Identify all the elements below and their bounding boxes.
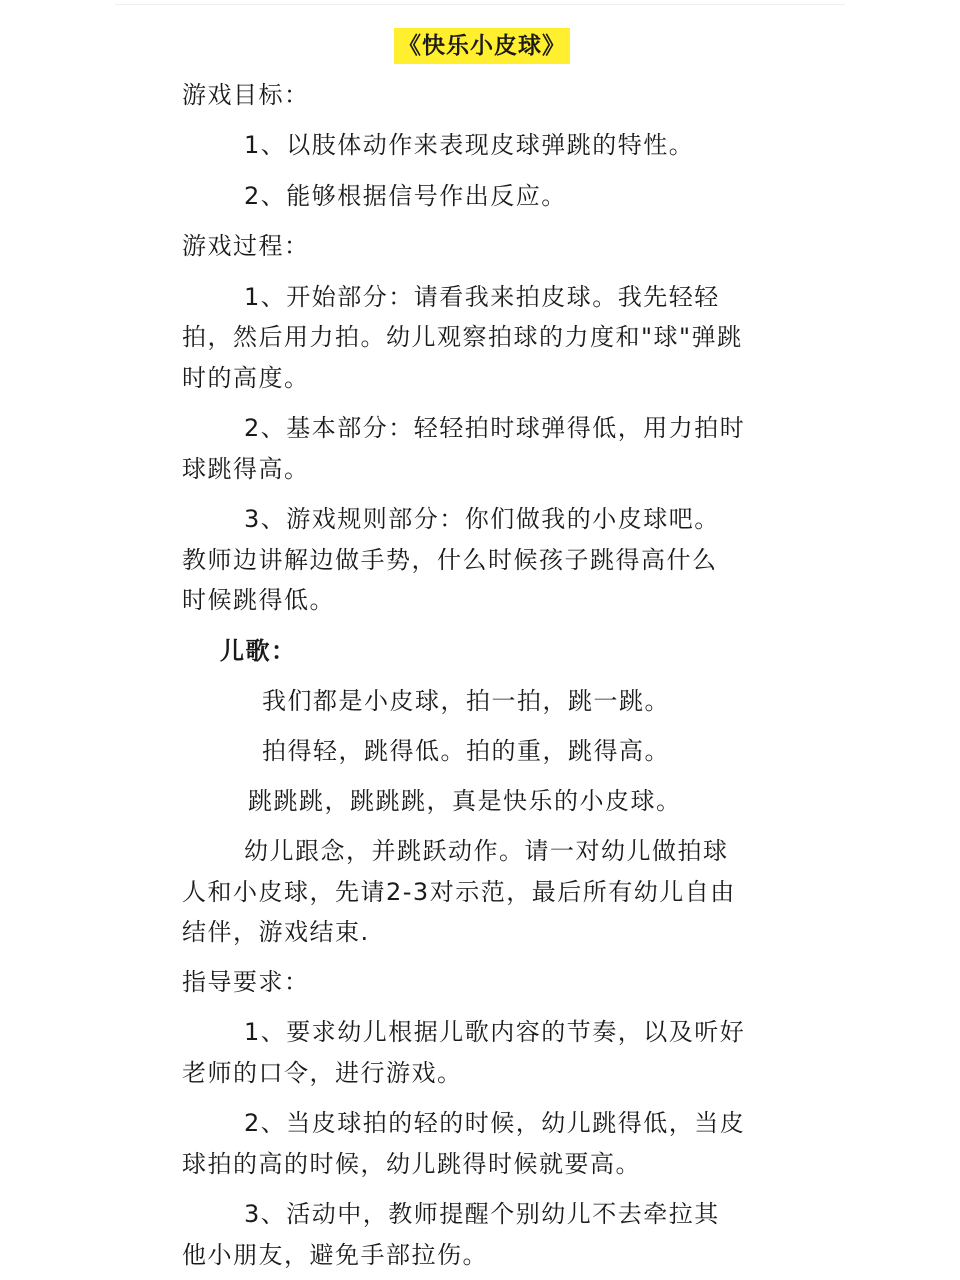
goal-item: 1、以肢体动作来表现皮球弹跳的特性。 [244, 131, 695, 159]
process-paragraph-line: 教师边讲解边做手势，什么时候孩子跳得高什么 [182, 546, 718, 574]
song-followup-line: 幼儿跟念，并跳跃动作。请一对幼儿做拍球 [244, 837, 729, 865]
guide-paragraph-line: 他小朋友，避免手部拉伤。 [182, 1241, 488, 1269]
song-line: 拍得轻，跳得低。拍的重，跳得高。 [262, 737, 670, 765]
top-divider [115, 4, 845, 5]
guide-paragraph-line: 1、要求幼儿根据儿歌内容的节奏，以及听好 [244, 1018, 746, 1046]
guide-heading: 指导要求： [182, 968, 310, 996]
guide-paragraph-line: 老师的口令，进行游戏。 [182, 1059, 463, 1087]
process-paragraph-line: 2、基本部分：轻轻拍时球弹得低，用力拍时 [244, 414, 746, 442]
song-followup-line: 结伴，游戏结束. [182, 918, 370, 946]
page-title: 《快乐小皮球》 [394, 28, 570, 64]
guide-paragraph-line: 2、当皮球拍的轻的时候，幼儿跳得低，当皮 [244, 1109, 746, 1137]
process-paragraph-line: 球跳得高。 [182, 455, 310, 483]
process-paragraph-line: 1、开始部分：请看我来拍皮球。我先轻轻 [244, 283, 720, 311]
song-heading: 儿歌： [220, 637, 297, 665]
process-paragraph-line: 拍，然后用力拍。幼儿观察拍球的力度和"球"弹跳 [182, 323, 743, 351]
goal-item: 2、能够根据信号作出反应。 [244, 182, 567, 210]
process-paragraph-line: 3、游戏规则部分：你们做我的小皮球吧。 [244, 505, 720, 533]
title-wrap [182, 28, 782, 64]
process-paragraph-line: 时的高度。 [182, 364, 310, 392]
process-paragraph-line: 时候跳得低。 [182, 586, 335, 614]
song-line: 我们都是小皮球，拍一拍，跳一跳。 [262, 687, 670, 715]
process-heading: 游戏过程： [182, 232, 310, 260]
guide-paragraph-line: 3、活动中，教师提醒个别幼儿不去牵拉其 [244, 1200, 720, 1228]
song-line: 跳跳跳，跳跳跳，真是快乐的小皮球。 [248, 787, 682, 815]
goal-heading: 游戏目标： [182, 81, 310, 109]
song-followup-line: 人和小皮球，先请2-3对示范，最后所有幼儿自由 [182, 878, 736, 906]
guide-paragraph-line: 球拍的高的时候，幼儿跳得时候就要高。 [182, 1150, 641, 1178]
